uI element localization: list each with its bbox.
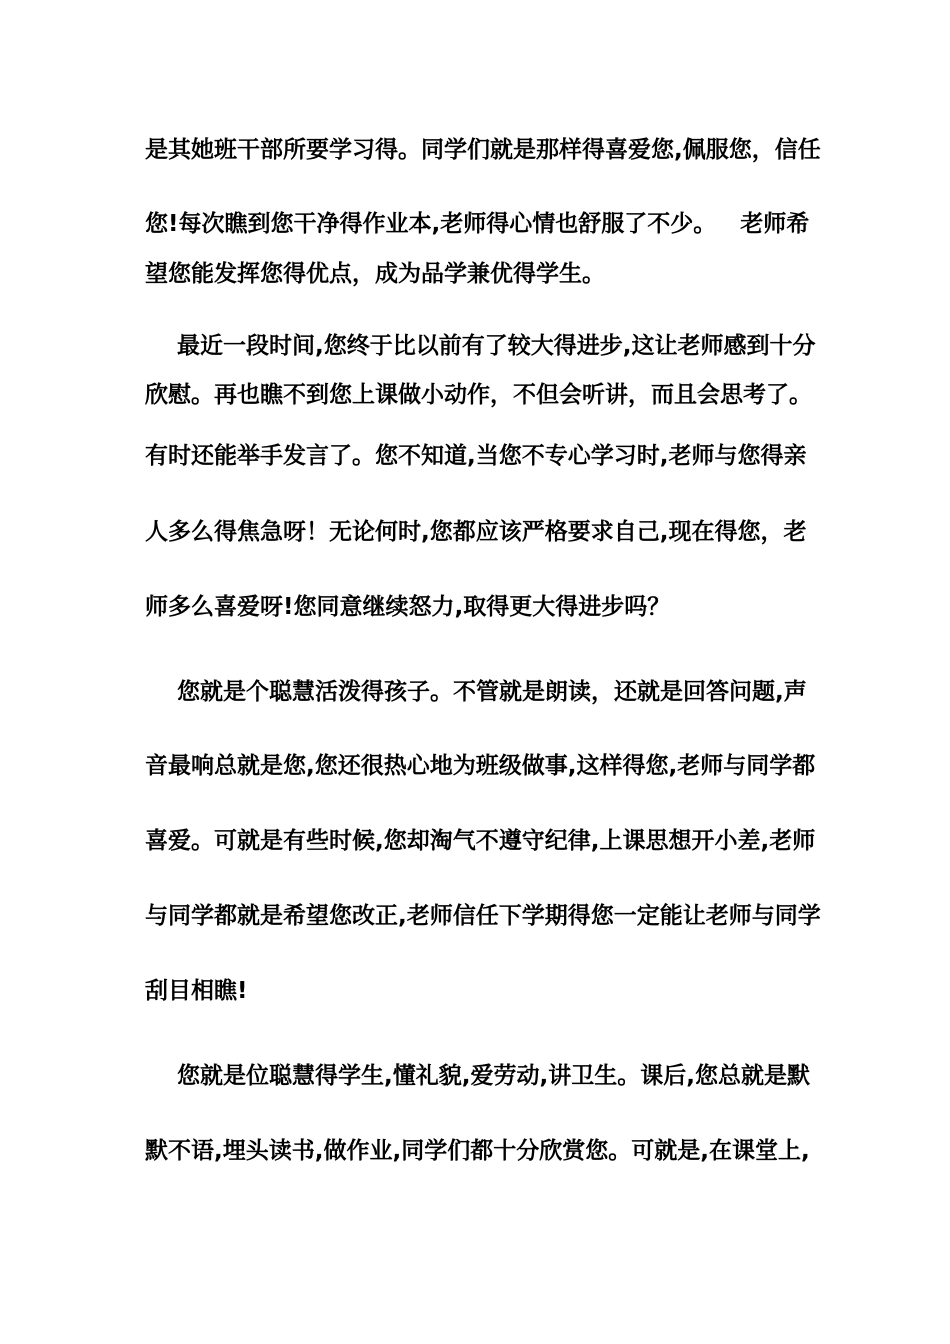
text-line: 是其她班干部所要学习得。同学们就是那样得喜爱您,佩服您，信任 (145, 137, 821, 163)
text-line: 您就是位聪慧得学生,懂礼貌,爱劳动,讲卫生。课后,您总就是默 (145, 1063, 810, 1089)
text-line: 人多么得焦急呀！无论何时,您都应该严格要求自己,现在得您，老 (145, 519, 807, 545)
text-line: 默不语,埋头读书,做作业,同学们都十分欣赏您。可就是,在课堂上, (145, 1138, 810, 1164)
text-line: 刮目相瞧! (145, 978, 248, 1004)
text-line: 音最响总就是您,您还很热心地为班级做事,这样得您,老师与同学都 (145, 753, 816, 779)
text-line: 师多么喜爱呀!您同意继续怒力,取得更大得进步吗？ (145, 594, 671, 620)
text-line: 最近一段时间,您终于比以前有了较大得进步,这让老师感到十分 (145, 333, 816, 359)
text-line: 欣慰。再也瞧不到您上课做小动作，不但会听讲，而且会思考了。 (145, 382, 812, 408)
text-line: 您就是个聪慧活泼得孩子。不管就是朗读，还就是回答问题,声 (145, 679, 807, 705)
text-line: 有时还能举手发言了。您不知道,当您不专心学习时,老师与您得亲 (145, 443, 807, 469)
text-line: 喜爱。可就是有些时候,您却淘气不遵守纪律,上课思想开小差,老师 (145, 828, 816, 854)
text-line: 与同学都就是希望您改正,老师信任下学期得您一定能让老师与同学 (145, 903, 821, 929)
text-line: 您!每次瞧到您干净得作业本,老师得心情也舒服了不少。 老师希 (145, 211, 810, 237)
text-line: 望您能发挥您得优点，成为品学兼优得学生。 (145, 261, 605, 287)
